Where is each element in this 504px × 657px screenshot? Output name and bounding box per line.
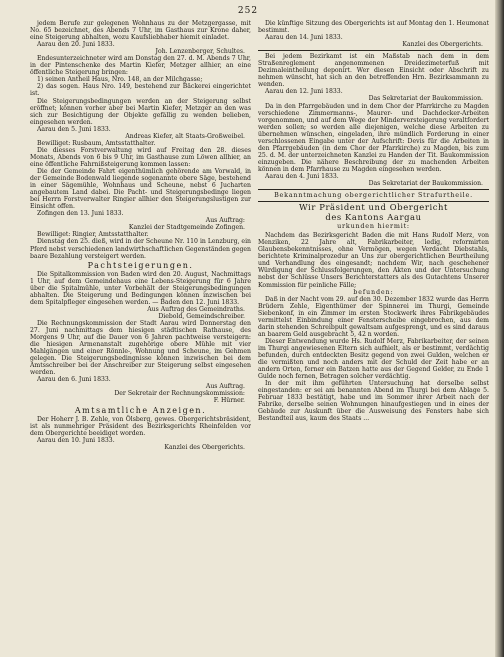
- signature-line: Das Sekretariat der Baukommission.: [368, 95, 483, 103]
- paragraph: Daß in der Nacht vom 29. auf den 30. Dezember 1832 wurde das Herrn Brüdern Zehle, Eigenthümer der Spinnerei im Thurgi, Gemeinde Siebenkonf, in ein Zimmer im ersten Stockwerk ihres Fabrikgebäudes vermittelst Einbindung einer Fensterscheibe eingebrochen, aus dem darin stehenden Schreibpult gewaltsam aufgesprengt, und es sind daraus an baarem Geld ausgebracht 5, 42 n worden.: [258, 295, 489, 338]
- paragraph: Aarau den 10. Juni 1833.: [37, 436, 115, 444]
- section-heading: Amtsamtliche Anzeigen.: [74, 405, 207, 415]
- paragraph: Der Hoherr J. B. Zehle, von Ölsberg, gewes. Obergerichtsbräsident, ist als nunmehriger Präsident des Bezirksgerichts Rheinfelden vor dem Obergerichte beeidiget worden.: [30, 415, 251, 437]
- section-heading: Pachtsteigerungen.: [87, 260, 194, 270]
- left-column: [30, 20, 251, 648]
- signature-line: Aus Auftrag des Gemeindraths.: [147, 305, 245, 313]
- paragraph: Nachdem das Bezirksgericht Baden die mit Hans Rudolf Merz, von Menziken, 22 Jahre alt, Fabrikarbeiter, ledig, reformirten Glaubensbekenntnisses, ohne Vermögen, wegen Verdacht Diebstahls, berichtete Kriminalprozedur an Uns zur obergerichtlichen Beurtheilung und Verhandlung des eingesandt; nachdem Wir, nach geschehener Würdigung der Schlussfolgerungen, den Akten und der Untersuchung nebst der Schlüsse Unsers Berichterstatters als des Gutachtens Unserer Kommission für peinliche Fälle;: [258, 232, 489, 289]
- paragraph: 1) seinen Antheil Haus, Nro. 148, an der Milchgasse;: [37, 76, 203, 84]
- paragraph: Aarau den 14. Juni 1833.: [265, 34, 343, 42]
- paragraph: Da in den Pfarrgebäuden und in dem Chor der Pfarrkirche zu Magden verschiedene Zimmermanns-, Maurer- und Dachdecker-Arbeiten vorgenommen, und auf dem Wege der Minderversteigerung veraltfordert werden sollen; so werden alle diejenigen, welche diese Arbeiten zu übernehmen wünschen, eingeladen, ihre mündlich Forderung in einer verschlossenen Eingabe unter der Aufschrift: Devis für die Arbeiten in den Pfarrgebäuden (in dem Chor der Pfarrkirche) zu Magden, bis zum 25. d. M. der unterzeichneten Kanzlei zu Handen der Tit. Baukommission einzugeben. Die nähere Beschreibung der zu machenden Arbeiten können in dem Pfarrhause zu Magden eingesehen werden.: [258, 102, 489, 173]
- centered-line: befunden:: [353, 288, 394, 296]
- signature-line: Joh. Lenzenberger, Schultes.: [155, 48, 245, 56]
- paragraph: 2) das sogen. Haus Nro. 149, bestehend zur Bäckerei eingerichtet ist.: [30, 83, 251, 98]
- decree-heading: Wir Präsident und Obergericht: [299, 202, 448, 213]
- paragraph: Die Spitalkommission von Baden wird den 20. August, Nachmittags 1 Uhr, auf dem Gemeindehaus eine Lebens-Steigerung für 6 Jahre über die Spitalmühle, unter Vorbehält der Steigerungsbedingungen abhalten. Die Steigerung und Bedingungen können inzwischen bei dem Spitalpfleger eingesehen werden. — Baden den 12. Juni 1833.: [30, 270, 251, 306]
- paragraph: jedem Berufe zur gelegenen Wohnhaus zu der Metzgergasse, mit No. 65 bezeichnet, des Abends 7 Uhr, im Gasthaus zur Krone daher, eine Steigerung abhalten, wozu Kaufsliebhaber hiemit einladet.: [30, 20, 251, 42]
- right-column: [258, 20, 489, 648]
- signature-line: Der Sekretair der Rechnungskommission:: [114, 390, 245, 398]
- signature-line: F. Hürner.: [213, 397, 245, 405]
- paragraph: Die Rechnungskommission der Stadt Aarau wird Donnerstag den 27. Juni nachmittags dem hiesigen städtischen Rathause, des Morgens 9 Uhr, auf die Dauer von 6 Jahren pachtweise versteigern: die hiesigen Armenanstalt zugehörige obere Mühle mit vier Mahlgängen und einer Rönnle-, Wohnung und Scheune, im Gehmen gelegen. Die Steigerungsbedingnisse können inzwischen bei dem Amtsschreiber bei der Anschreiber zur Steigerung selbst eingesehen werden.: [30, 319, 251, 377]
- decree-heading: des Kantons Aargau: [325, 212, 422, 223]
- paragraph: Bewilliget: Ringier, Amtsstatthalter.: [37, 231, 149, 239]
- signature-line: Kanzlei der Stadtgemeinde Zofingen.: [128, 224, 245, 232]
- signature-line: Aus Auftrag:: [205, 217, 245, 225]
- paragraph: Bewilliget: Rusbaum, Amtsstatthalter.: [37, 139, 156, 147]
- signature-line: Das Sekretariat der Baukommission.: [368, 180, 483, 188]
- page-number: 252: [237, 6, 259, 16]
- page-binding-edge: [495, 0, 504, 657]
- signature-line: Kanzlei des Obergerichts.: [164, 443, 245, 451]
- signature-line: Aus Auftrag.: [205, 383, 245, 391]
- paragraph: Aarau den 5. Juni 1833.: [37, 125, 111, 133]
- paragraph: Die künftige Sitzung des Obergerichts ist auf Montag den 1. Heumonat bestimmt.: [258, 20, 489, 35]
- paragraph: Dienstag den 25. dieß, wird in der Scheune Nr. 110 in Lenzburg, ein Pferd nebst verschiedenen landwirthschaftlichen Gegenständen gegen baare Bezahlung versteigert werden.: [30, 238, 251, 260]
- paragraph: Aarau den 20. Juni 1833.: [37, 41, 115, 49]
- signature-line: Andreas Kiefer, alt Staats-Großweibel.: [125, 132, 245, 140]
- paragraph: Endesunterzeichneter wird am Donstag den 27. d. M. Abends 7 Uhr, in der Pintenschenke des Martin Kiefer, Metzger allhier, an eine öffentliche Steigerung bringen:: [30, 55, 251, 77]
- signature-line: Kanzlei des Obergerichts.: [402, 41, 483, 49]
- subheading: Bekanntmachung obergerichtlicher Strafurtheile.: [274, 191, 473, 200]
- subheading: urkunden hiermit:: [337, 222, 410, 231]
- paragraph: Dieser Entwendung wurde Hs. Rudolf Merz, Fabrikarbeiter, der seinen im Thurgi angewiesenen Eltern sich aufhielt, als er bestimmt, verdächtig befunden, durch entdeckten Besitz gegend von zwei Gulden, welchen er die vermißten und noch anders mit der Schuld der Zeit habe er an andern Orten, ferner ein Batzen hatte aus der Gegend Gelder, zu Ende 1 Gulde noch fernen, Betragen solcher verdächtig.: [258, 337, 489, 381]
- paragraph: Aarau den 4. Juni 1833.: [265, 172, 339, 180]
- paragraph: Zofingen den 13. Juni 1833.: [37, 210, 124, 218]
- paragraph: Bei jedem Bezirkamt ist ein Maßstab nach dem in dem Straßenreglement angenommenen Dreidezimeterfuß mit Dezimaleintheilung deponirt. Wer diesen Einsicht oder Abschrift zu nehmen wünscht, hat sich an den betreffenden Hrn. Bezirksammann zu wenden.: [258, 53, 489, 89]
- paragraph: Aarau den 6. Juni 1833.: [37, 376, 111, 384]
- paragraph: Die Steigerungsbedingungen werden an der Steigerung selbst eröffnet; können vorher aber bei Martin Kiefer, Metzger an den was sich zur Besichtigung der Objekte gefällig zu wenden belieben, eingesehen werden.: [30, 97, 251, 126]
- paragraph: Die der Gemeinde Fahrt eigenthümlich gehörende am Vorwald, in der Gemeinde Bodenwald liegende sogenannte obere Säge, bestehend in einer Sägemühle, Wohnhaus und Scheune, nebst 6 Jucharten angebautem Land dabei. Die Pacht- und Steigerungsbedinge liegen bei Herrn Forstverwalter Ringier allhier den Steigerungslustigen zur Einsicht offen.: [30, 167, 251, 211]
- paragraph: Die diesses Forstverwaltung wird auf Freitag den 28. dieses Monats, Abends von 6 bis 9 Uhr, im Gasthause zum Löwen allhier, an eine öffentliche Fahrnißsteigerung kommen lassen:: [30, 146, 251, 168]
- signature-line: Diebold, Gemeindschreiber.: [158, 312, 245, 320]
- paragraph: Aarau den 12. Juni 1833.: [265, 88, 343, 96]
- paragraph: In der mit ihm geführten Untersuchung hat derselbe selbst eingestanden: er sei am benannten Abend im Thurgi bei dem Ablage 5. Februar 1833 bestätigt, habe und im Sommer ihrer Arbeit nach der Fabrike, derselbe seinen Wohnungen hinaufgestiegen und in eines der Gebäude zur Auskunft über die Ausweisung des Fensters habe sich Bestandteil aus, kaum des Staats ...: [258, 380, 489, 423]
- section-divider: [258, 189, 489, 190]
- section-divider: [258, 50, 489, 51]
